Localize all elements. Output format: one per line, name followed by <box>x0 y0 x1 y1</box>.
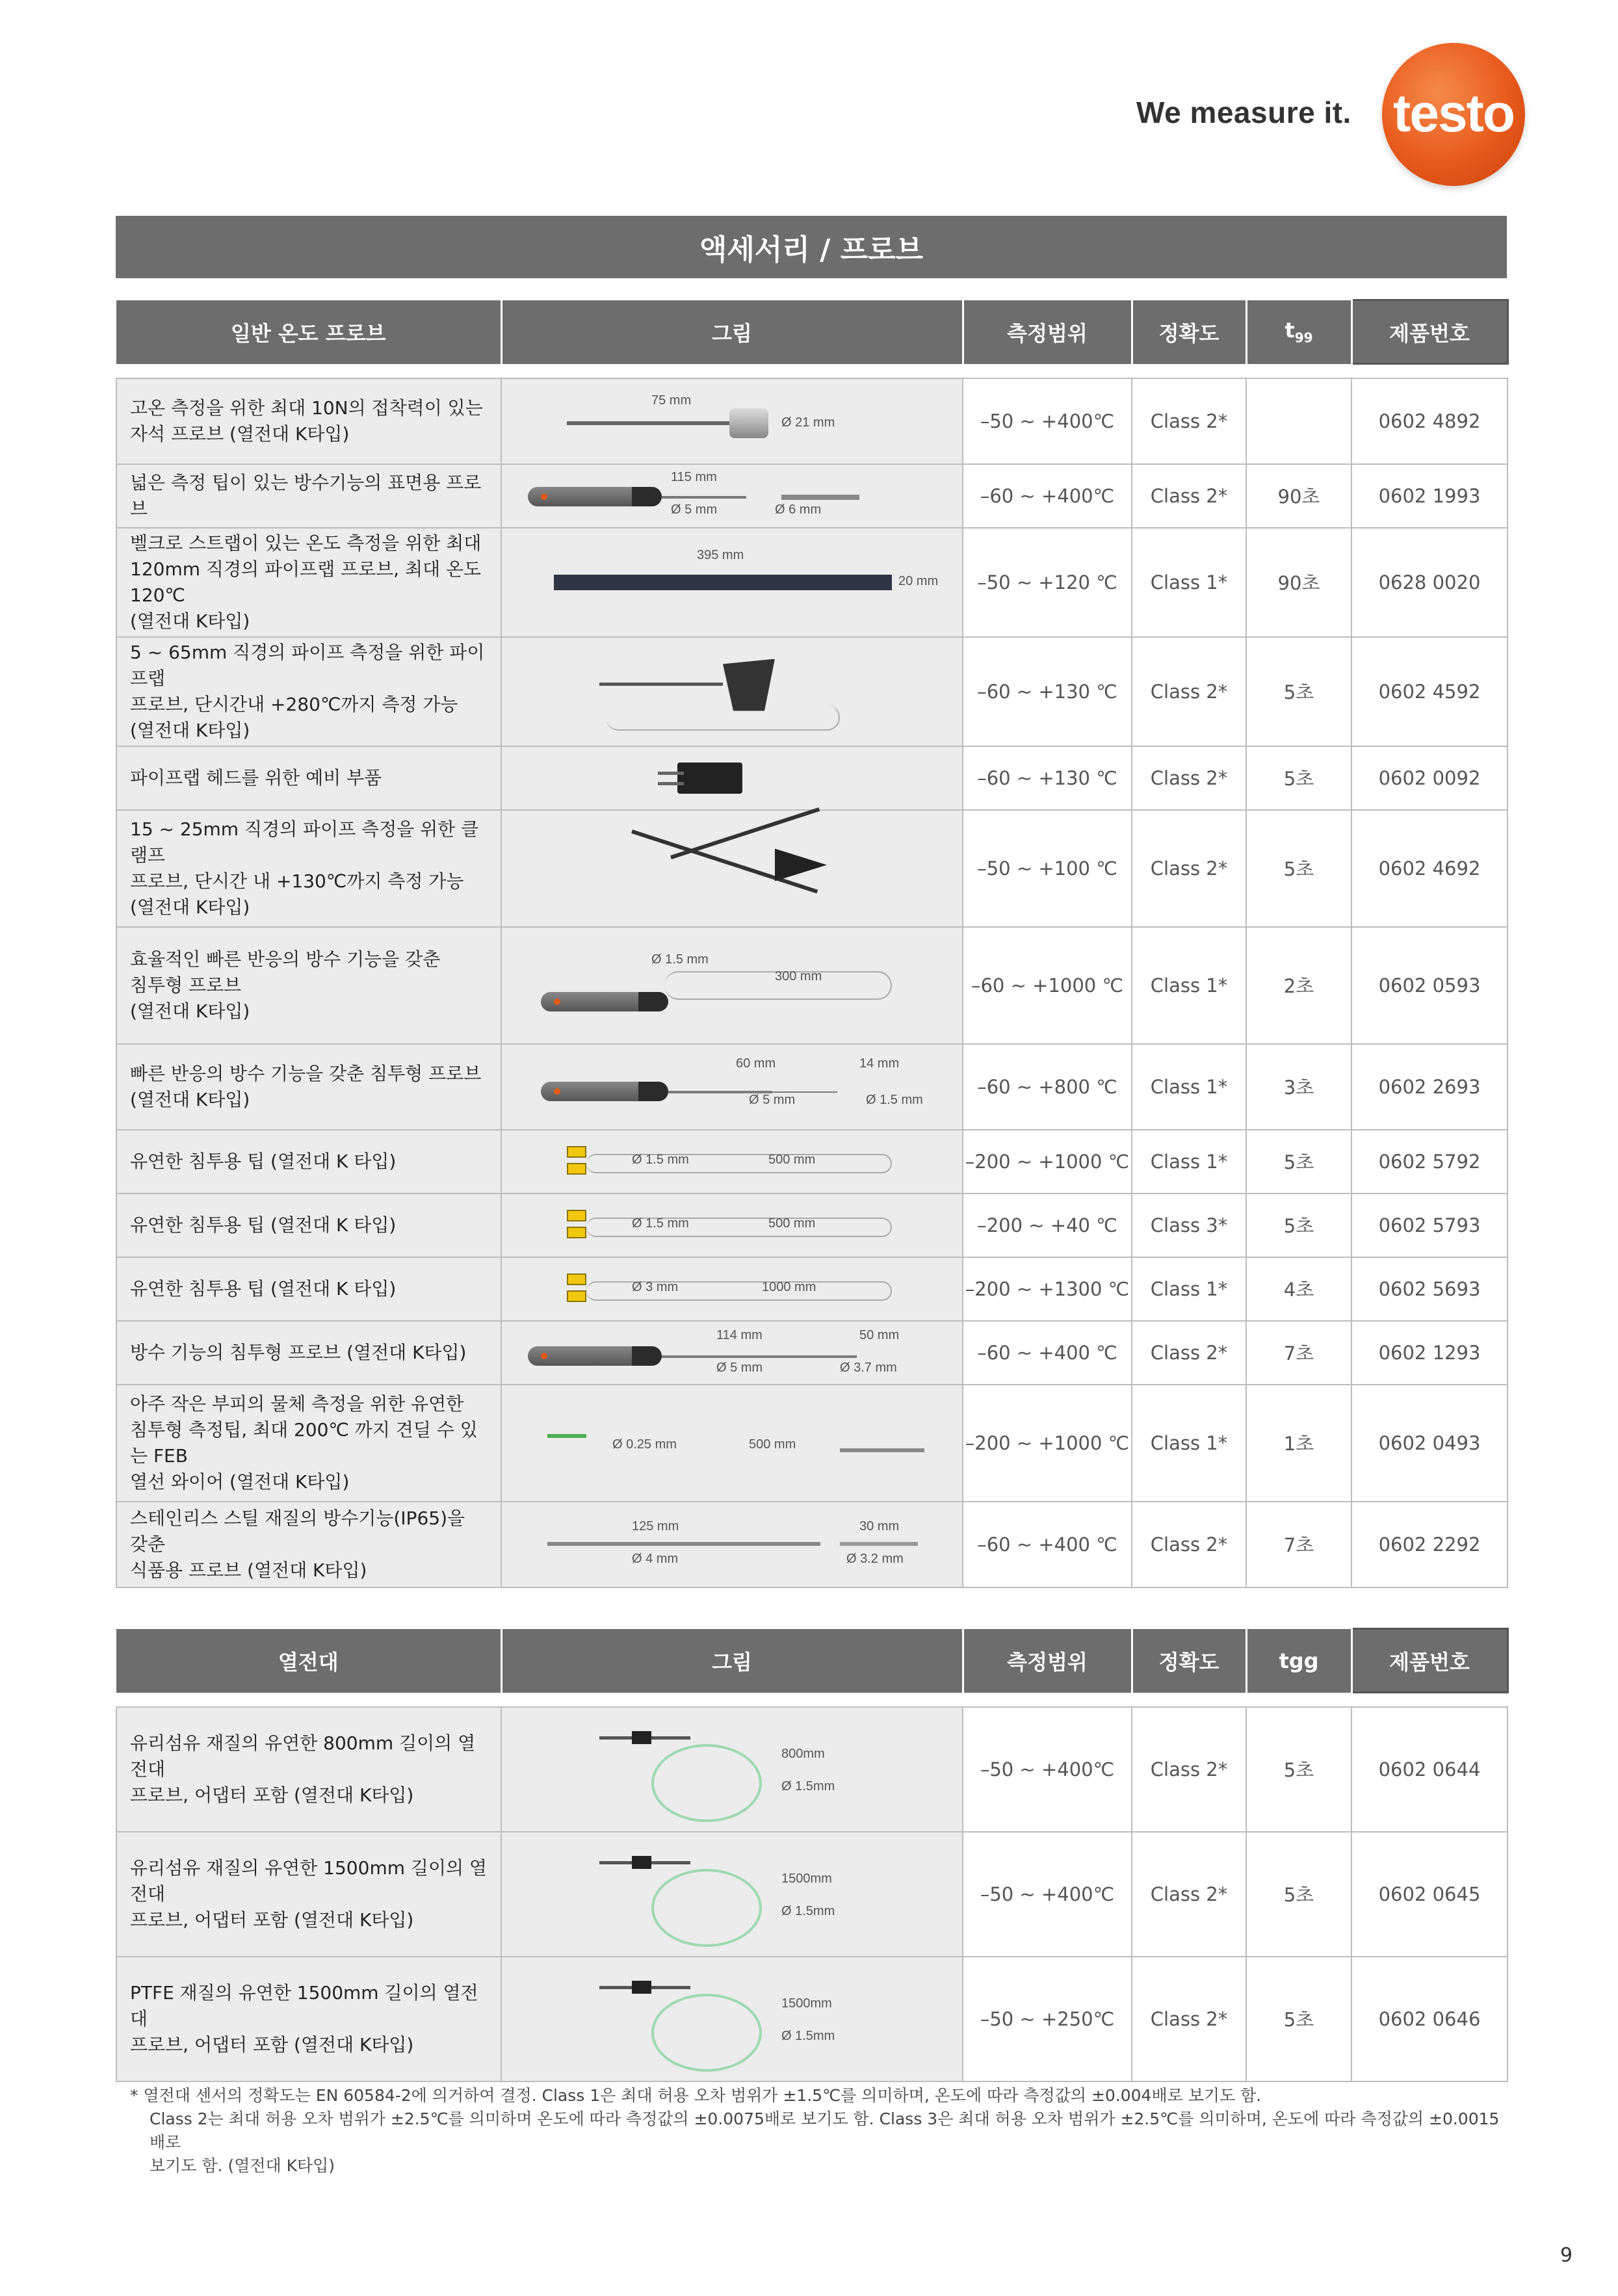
probe-rod-icon <box>662 1355 857 1358</box>
dimension-label: 20 mm <box>898 573 939 588</box>
description-line: 유리섬유 재질의 유연한 800mm 길이의 열전대 <box>130 1732 476 1780</box>
dimension-label: Ø 1.5mm <box>781 2028 835 2043</box>
dimension-label: 500 mm <box>768 1152 816 1167</box>
probe-drawing <box>502 1045 962 1129</box>
col-header-t99: $t_{99}$ <box>1246 300 1351 364</box>
table-header-row <box>116 300 1507 364</box>
measurement-range: –50 ~ +400℃ <box>963 378 1132 464</box>
description-line: 프로브, 어댑터 포함 (열전대 K타입) <box>130 1784 414 1806</box>
measurement-range: –50 ~ +400℃ <box>963 1707 1132 1832</box>
table-row <box>116 1957 1507 2081</box>
description-line: 유리섬유 재질의 유연한 1500mm 길이의 열전대 <box>130 1857 487 1905</box>
probe-description <box>116 1502 501 1587</box>
footnote-line: * 열전대 센서의 정확도는 EN 60584-2에 의거하여 결정. Class 1은 최대 허용 오차 범위가 ±1.5℃를 의미하며, 온도에 따라 측정값의 ±0.004배로 보기도 함. <box>130 2086 1262 2105</box>
part-number: 0602 0645 <box>1351 1832 1507 1957</box>
probe-image <box>501 528 963 637</box>
connector-plug-icon <box>567 1290 586 1302</box>
probe-description <box>116 637 501 746</box>
response-time: 90초 <box>1246 464 1351 528</box>
description-line: 고온 측정을 위한 최대 10N의 접착력이 있는 <box>130 397 483 419</box>
probe-handle-tip-icon <box>632 1346 662 1366</box>
brand-tagline: We measure it. <box>1136 96 1351 129</box>
description-line: 침투형 측정팁, 최대 200℃ 까지 견딜 수 있는 FEB <box>130 1418 478 1467</box>
description-line: (열전대 K타입) <box>130 1000 250 1022</box>
table-row <box>116 1385 1507 1502</box>
clamp-head-icon <box>775 849 827 881</box>
response-time: 4초 <box>1246 1257 1351 1321</box>
dimension-label: 60 mm <box>736 1056 776 1071</box>
dimension-label: 50 mm <box>859 1327 900 1342</box>
probe-description <box>116 1257 501 1321</box>
probe-image <box>501 1502 963 1587</box>
connector-plug-icon <box>632 1856 651 1869</box>
page-number: 9 <box>1560 2244 1573 2267</box>
part-number: 0602 5793 <box>1351 1194 1507 1257</box>
probe-image <box>501 746 963 810</box>
dimension-label: Ø 1.5 mm <box>632 1216 689 1231</box>
pin-icon <box>658 782 684 785</box>
probe-image <box>501 637 963 746</box>
part-number: 0602 0593 <box>1351 927 1507 1044</box>
response-time: 5초 <box>1246 1832 1351 1957</box>
measurement-range: –60 ~ +130 ℃ <box>963 637 1132 746</box>
pin-icon <box>658 772 684 775</box>
probe-description <box>116 1194 501 1257</box>
response-time <box>1246 378 1351 464</box>
probe-tip-icon <box>840 1542 918 1546</box>
description-line: 프로브, 단시간내 +280℃까지 측정 가능 <box>130 693 458 715</box>
thermocouple-table <box>116 1628 1509 2082</box>
accuracy-class: Class 2* <box>1132 378 1246 464</box>
description-line: 유연한 침투용 팁 (열전대 K 타입) <box>130 1214 397 1236</box>
part-number: 0602 1993 <box>1351 464 1507 528</box>
table-row <box>116 746 1507 810</box>
part-number: 0628 0020 <box>1351 528 1507 637</box>
probe-drawing <box>502 1130 962 1193</box>
col-header-image: 그림 <box>501 1629 963 1693</box>
dimension-label: Ø 1.5mm <box>781 1903 835 1918</box>
part-number: 0602 2693 <box>1351 1044 1507 1130</box>
probe-image <box>501 464 963 528</box>
col-header-tgg: tgg <box>1246 1629 1351 1693</box>
probe-description <box>116 1707 501 1832</box>
col-header-part: 제품번호 <box>1351 1629 1507 1693</box>
probe-handle-tip-icon <box>632 487 662 506</box>
description-line: PTFE 재질의 유연한 1500mm 길이의 열전대 <box>130 1981 478 2029</box>
response-time: 1초 <box>1246 1385 1351 1502</box>
accuracy-class: Class 2* <box>1132 1321 1246 1385</box>
magnet-head-icon <box>729 408 768 438</box>
description-line: 아주 작은 부피의 물체 측정을 위한 유연한 <box>130 1392 464 1415</box>
probe-image <box>501 1832 963 1957</box>
dimension-label: Ø 3.7 mm <box>840 1360 897 1375</box>
probe-description <box>116 528 501 637</box>
footnote-line: Class 2는 최대 허용 오차 범위가 ±2.5℃를 의미하며 온도에 따라 측정값의 ±0.0075배로 보기도 함. Class 3은 최대 허용 오차 범위가 ±2.5℃를 의미하며, 온도에 따라 측정값의 ±0.0015배로 <box>150 2109 1500 2152</box>
dimension-label: Ø 3.2 mm <box>846 1551 904 1566</box>
cable-icon <box>651 1736 690 1740</box>
description-line: 120mm 직경의 파이프랩 프로브, 최대 온도 120℃ <box>130 558 482 606</box>
probe-image <box>501 1385 963 1502</box>
pipe-head-icon <box>723 659 775 711</box>
part-number: 0602 0092 <box>1351 746 1507 810</box>
response-time: 90초 <box>1246 528 1351 637</box>
dimension-label: Ø 0.25 mm <box>612 1437 677 1452</box>
probe-drawing <box>502 1502 962 1587</box>
probe-drawing <box>502 379 962 463</box>
dimension-label: 1500mm <box>781 1996 832 2011</box>
description-line: 프로브, 어댑터 포함 (열전대 K타입) <box>130 2033 414 2055</box>
dimension-label: Ø 1.5 mm <box>866 1092 923 1107</box>
probe-tip-icon <box>781 495 859 500</box>
col-header-range: 측정범위 <box>963 1629 1132 1693</box>
response-time: 7초 <box>1246 1502 1351 1587</box>
response-time: 3초 <box>1246 1044 1351 1130</box>
probe-handle-tip-icon <box>638 992 668 1011</box>
velcro-strap-icon <box>554 575 892 590</box>
table-row <box>116 464 1507 528</box>
measurement-range: –200 ~ +1000 ℃ <box>963 1385 1132 1502</box>
section-title: 액세서리 / 프로브 <box>116 216 1507 278</box>
description-line: 스테인리스 스틸 재질의 방수기능(IP65)을 갖춘 <box>130 1507 465 1555</box>
footnote <box>130 2084 1508 2178</box>
footnote-line: 보기도 함. (열전대 K타입) <box>150 2156 335 2175</box>
wire-tip-icon <box>547 1434 586 1438</box>
connector-pin-icon <box>599 1861 632 1864</box>
cable-icon <box>606 705 840 731</box>
probe-tip-icon <box>840 1448 924 1452</box>
cable-icon <box>651 1861 690 1864</box>
part-number: 0602 5693 <box>1351 1257 1507 1321</box>
dimension-label: Ø 5 mm <box>671 502 718 517</box>
accuracy-class: Class 2* <box>1132 1502 1246 1587</box>
accuracy-class: Class 2* <box>1132 1707 1246 1832</box>
measurement-range: –60 ~ +400℃ <box>963 464 1132 528</box>
dimension-label: 30 mm <box>859 1519 900 1533</box>
table-row <box>116 1832 1507 1957</box>
measurement-range: –50 ~ +100 ℃ <box>963 810 1132 927</box>
accuracy-class: Class 2* <box>1132 464 1246 528</box>
probe-drawing <box>502 638 962 746</box>
spare-head-icon <box>677 763 742 794</box>
dimension-label: Ø 1.5mm <box>781 1779 835 1794</box>
probe-shaft-icon <box>567 421 736 425</box>
cable-icon <box>651 1986 690 1989</box>
table-header-row <box>116 1629 1507 1693</box>
part-number: 0602 4892 <box>1351 378 1507 464</box>
description-line: 5 ~ 65mm 직경의 파이프 측정을 위한 파이프랩 <box>130 641 485 689</box>
probe-description <box>116 464 501 528</box>
probe-image <box>501 378 963 464</box>
probe-image <box>501 1707 963 1832</box>
dimension-label: 395 mm <box>697 547 744 562</box>
col-header-accuracy: 정확도 <box>1132 300 1246 364</box>
probe-handle-tip-icon <box>638 1082 668 1101</box>
part-number: 0602 2292 <box>1351 1502 1507 1587</box>
description-line: 유연한 침투용 팁 (열전대 K 타입) <box>130 1277 397 1299</box>
connector-plug-icon <box>567 1163 586 1175</box>
col-header-desc: 열전대 <box>116 1629 501 1693</box>
description-line: (열전대 K타입) <box>130 719 250 741</box>
probe-drawing <box>502 747 962 809</box>
probe-drawing <box>502 928 962 1043</box>
probe-description <box>116 927 501 1044</box>
dimension-label: 14 mm <box>859 1056 900 1071</box>
probe-drawing <box>502 528 962 636</box>
table-row <box>116 528 1507 637</box>
col-header-part: 제품번호 <box>1351 300 1507 364</box>
general-probe-table <box>116 299 1509 1588</box>
description-line: 파이프랩 헤드를 위한 예비 부품 <box>130 766 382 789</box>
probe-image <box>501 1130 963 1194</box>
connector-pin-icon <box>599 1736 632 1740</box>
dimension-label: Ø 1.5 mm <box>651 952 709 967</box>
accuracy-class: Class 1* <box>1132 927 1246 1044</box>
probe-drawing <box>502 811 962 926</box>
connector-plug-icon <box>567 1227 586 1238</box>
probe-drawing <box>502 1258 962 1320</box>
col-header-image: 그림 <box>501 300 963 364</box>
part-number: 0602 0493 <box>1351 1385 1507 1502</box>
probe-drawing <box>502 1322 962 1384</box>
dimension-label: Ø 3 mm <box>632 1279 679 1294</box>
accuracy-class: Class 1* <box>1132 1130 1246 1194</box>
probe-description <box>116 1130 501 1194</box>
accuracy-class: Class 3* <box>1132 1194 1246 1257</box>
dimension-label: Ø 1.5 mm <box>632 1152 689 1167</box>
button-dot-icon <box>541 493 547 500</box>
measurement-range: –50 ~ +400℃ <box>963 1832 1132 1957</box>
dimension-label: 500 mm <box>768 1216 816 1231</box>
response-time: 5초 <box>1246 1194 1351 1257</box>
probe-description <box>116 746 501 810</box>
response-time: 5초 <box>1246 1957 1351 2081</box>
probe-description <box>116 1385 501 1502</box>
table-row <box>116 637 1507 746</box>
probe-image <box>501 1957 963 2081</box>
testo-logo <box>1382 43 1525 186</box>
measurement-range: –60 ~ +1000 ℃ <box>963 927 1132 1044</box>
probe-image <box>501 1257 963 1321</box>
measurement-range: –60 ~ +130 ℃ <box>963 746 1132 810</box>
measurement-range: –60 ~ +800 ℃ <box>963 1044 1132 1130</box>
probe-drawing <box>502 1833 962 1956</box>
response-time: 5초 <box>1246 1130 1351 1194</box>
accuracy-class: Class 1* <box>1132 1385 1246 1502</box>
page-header <box>0 0 1618 195</box>
probe-image <box>501 1194 963 1257</box>
clamp-arm-icon <box>670 807 820 859</box>
measurement-range: –200 ~ +1000 ℃ <box>963 1130 1132 1194</box>
description-line: 자석 프로브 (열전대 K타입) <box>130 423 350 445</box>
probe-drawing <box>502 1708 962 1831</box>
measurement-range: –60 ~ +400 ℃ <box>963 1321 1132 1385</box>
probe-image <box>501 927 963 1044</box>
col-header-range: 측정범위 <box>963 300 1132 364</box>
dimension-label: Ø 4 mm <box>632 1551 679 1566</box>
connector-pin-icon <box>599 1986 632 1989</box>
table-row <box>116 1257 1507 1321</box>
coiled-wire-icon <box>651 1869 762 1947</box>
description-line: 프로브, 어댑터 포함 (열전대 K타입) <box>130 1909 414 1931</box>
probe-description <box>116 810 501 927</box>
part-number: 0602 0646 <box>1351 1957 1507 2081</box>
accuracy-class: Class 1* <box>1132 1257 1246 1321</box>
response-time: 5초 <box>1246 637 1351 746</box>
table-row <box>116 1502 1507 1587</box>
description-line: 벨크로 스트랩이 있는 온도 측정을 위한 최대 <box>130 532 482 554</box>
probe-description <box>116 1321 501 1385</box>
dimension-label: 300 mm <box>775 969 822 984</box>
coiled-wire-icon <box>651 1994 762 2072</box>
probe-image <box>501 1321 963 1385</box>
button-dot-icon <box>554 998 560 1005</box>
col-header-accuracy: 정확도 <box>1132 1629 1246 1693</box>
table-row <box>116 810 1507 927</box>
response-time: 7초 <box>1246 1321 1351 1385</box>
response-time: 2초 <box>1246 927 1351 1044</box>
probe-drawing <box>502 465 962 527</box>
probe-rod-icon <box>662 496 746 499</box>
connector-plug-icon <box>567 1210 586 1221</box>
connector-plug-icon <box>567 1273 586 1285</box>
dimension-label: 115 mm <box>671 469 717 484</box>
probe-drawing <box>502 1385 962 1501</box>
dimension-label: 75 mm <box>651 393 692 408</box>
accuracy-class: Class 1* <box>1132 1044 1246 1130</box>
probe-drawing <box>502 1194 962 1257</box>
col-header-desc: 일반 온도 프로브 <box>116 300 501 364</box>
accuracy-class: Class 2* <box>1132 1957 1246 2081</box>
measurement-range: –50 ~ +250℃ <box>963 1957 1132 2081</box>
probe-image <box>501 1044 963 1130</box>
accuracy-class: Class 2* <box>1132 810 1246 927</box>
description-line: 유연한 침투용 팁 (열전대 K 타입) <box>130 1150 397 1172</box>
dimension-label: 114 mm <box>716 1327 763 1342</box>
connector-plug-icon <box>632 1731 651 1744</box>
dimension-label: 500 mm <box>749 1437 796 1452</box>
probe-drawing <box>502 1957 962 2081</box>
description-line: (열전대 K타입) <box>130 610 250 632</box>
table-row <box>116 1321 1507 1385</box>
part-number: 0602 4592 <box>1351 637 1507 746</box>
part-number: 0602 4692 <box>1351 810 1507 927</box>
connector-plug-icon <box>632 1981 651 1994</box>
description-line: 식품용 프로브 (열전대 K타입) <box>130 1559 367 1581</box>
accuracy-class: Class 2* <box>1132 637 1246 746</box>
dimension-label: Ø 6 mm <box>775 502 822 517</box>
probe-description <box>116 1044 501 1130</box>
table-row <box>116 378 1507 464</box>
dimension-label: 800mm <box>781 1746 825 1761</box>
measurement-range: –200 ~ +40 ℃ <box>963 1194 1132 1257</box>
description-line: 침투형 프로브 <box>130 974 242 996</box>
probe-description <box>116 1957 501 2081</box>
dimension-label: 1500mm <box>781 1871 832 1886</box>
table-row <box>116 1130 1507 1194</box>
logo-text: testo <box>1393 84 1514 143</box>
part-number: 0602 5792 <box>1351 1130 1507 1194</box>
probe-description <box>116 378 501 464</box>
accuracy-class: Class 2* <box>1132 746 1246 810</box>
description-line: 방수 기능의 침투형 프로브 (열전대 K타입) <box>130 1341 467 1363</box>
coiled-wire-icon <box>651 1744 762 1822</box>
button-dot-icon <box>541 1353 547 1359</box>
description-line: 넓은 측정 팁이 있는 방수기능의 표면용 프로브 <box>130 471 482 519</box>
accuracy-class: Class 2* <box>1132 1832 1246 1957</box>
button-dot-icon <box>554 1088 560 1095</box>
response-time: 5초 <box>1246 1707 1351 1832</box>
probe-description <box>116 1832 501 1957</box>
dimension-label: Ø 21 mm <box>781 415 835 430</box>
table-row <box>116 1194 1507 1257</box>
description-line: 15 ~ 25mm 직경의 파이프 측정을 위한 클램프 <box>130 818 479 866</box>
dimension-label: 125 mm <box>632 1519 679 1533</box>
accuracy-class: Class 1* <box>1132 528 1246 637</box>
probe-shaft-icon <box>547 1542 820 1546</box>
description-line: 열선 와이어 (열전대 K타입) <box>130 1470 350 1493</box>
dimension-label: Ø 5 mm <box>749 1092 796 1107</box>
description-line: 효율적인 빠른 반응의 방수 기능을 갖춘 <box>130 948 441 970</box>
description-line: 프로브, 단시간 내 +130℃까지 측정 가능 <box>130 870 464 892</box>
dimension-label: Ø 5 mm <box>716 1360 763 1375</box>
table-row <box>116 927 1507 1044</box>
probe-image <box>501 810 963 927</box>
description-line: (열전대 K타입) <box>130 896 250 918</box>
part-number: 0602 1293 <box>1351 1321 1507 1385</box>
measurement-range: –50 ~ +120 ℃ <box>963 528 1132 637</box>
response-time: 5초 <box>1246 746 1351 810</box>
response-time: 5초 <box>1246 810 1351 927</box>
description-line: 빠른 반응의 방수 기능을 갖춘 침투형 프로브 <box>130 1062 482 1084</box>
dimension-label: 1000 mm <box>762 1279 816 1294</box>
table-row <box>116 1044 1507 1130</box>
measurement-range: –60 ~ +400 ℃ <box>963 1502 1132 1587</box>
part-number: 0602 0644 <box>1351 1707 1507 1832</box>
probe-rod-icon <box>599 683 723 686</box>
measurement-range: –200 ~ +1300 ℃ <box>963 1257 1132 1321</box>
connector-plug-icon <box>567 1146 586 1158</box>
description-line: (열전대 K타입) <box>130 1088 250 1110</box>
table-row <box>116 1707 1507 1832</box>
